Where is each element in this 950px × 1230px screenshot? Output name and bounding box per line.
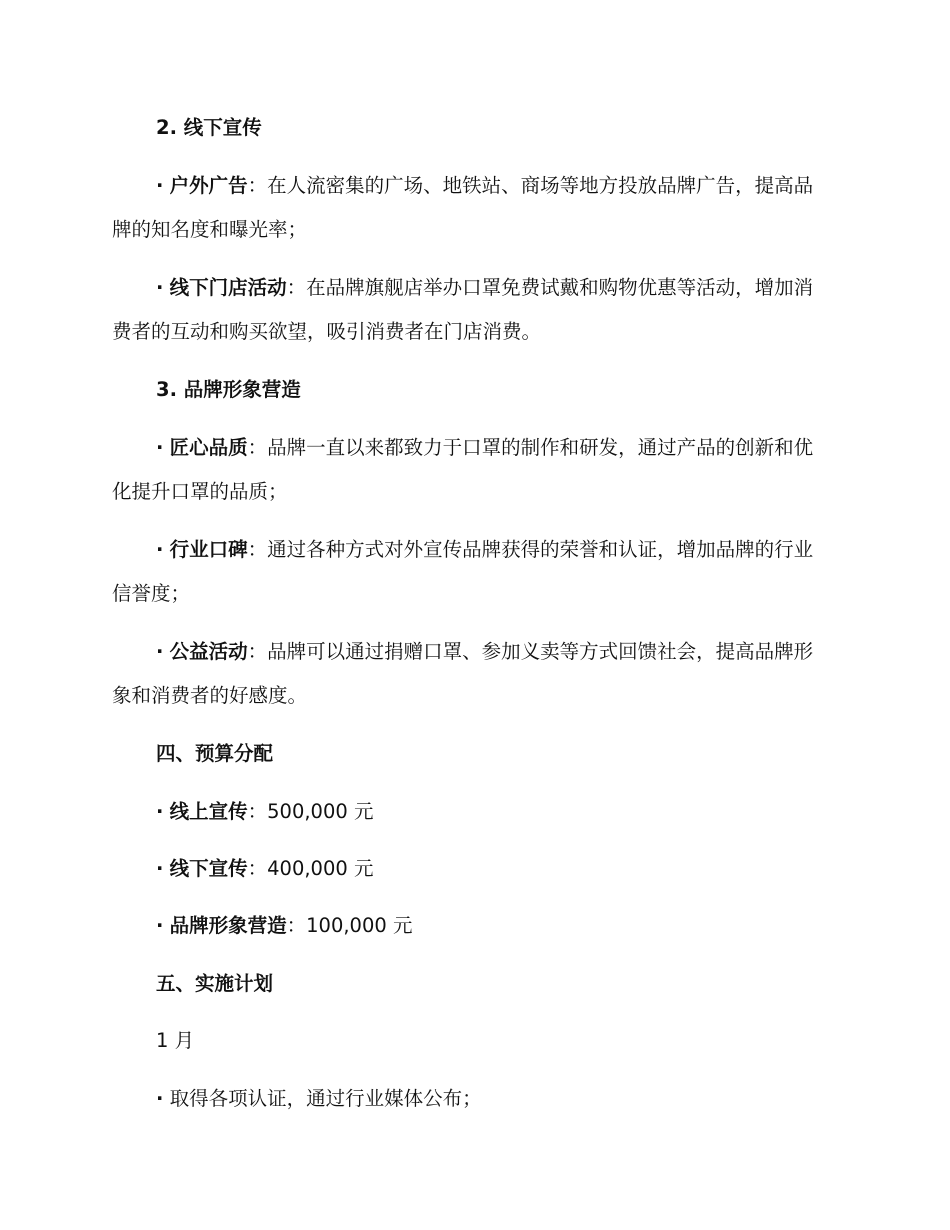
budget-item-offline xyxy=(112,847,826,891)
store-activity-text: ：在品牌旗舰店举办口罩免费试戴和购物优惠等活动，增加消费者的互动和购买欲望，吸引消费者在门店消费。 xyxy=(112,276,814,343)
paragraph-charity xyxy=(112,630,826,718)
bullet: · xyxy=(156,800,164,823)
bullet: · xyxy=(156,538,164,561)
bullet: · xyxy=(156,436,164,459)
bullet: · xyxy=(156,174,164,197)
budget-offline-value: ：400,000 元 xyxy=(247,857,374,880)
outdoor-ads-label: 户外广告 xyxy=(169,174,248,197)
industry-reputation-label: 行业口碑 xyxy=(169,538,248,561)
paragraph-outdoor-ads xyxy=(112,164,826,252)
craft-quality-label: 匠心品质 xyxy=(169,436,248,459)
budget-item-brand xyxy=(112,904,826,948)
plan-item-1-text: 取得各项认证，通过行业媒体公布； xyxy=(169,1087,482,1110)
industry-reputation-text: ：通过各种方式对外宣传品牌获得的荣誉和认证，增加品牌的行业信誉度； xyxy=(112,538,814,605)
section-heading-plan: 五、实施计划 xyxy=(156,972,274,995)
outdoor-ads-text: ：在人流密集的广场、地铁站、商场等地方投放品牌广告，提高品牌的知名度和曝光率； xyxy=(112,174,814,241)
bullet: · xyxy=(156,1087,164,1110)
budget-online-label: 线上宣传 xyxy=(169,800,248,823)
plan-month-1: 1 月 xyxy=(156,1029,195,1052)
bullet: · xyxy=(156,914,164,937)
budget-brand-value: ：100,000 元 xyxy=(286,914,413,937)
charity-label: 公益活动 xyxy=(169,640,248,663)
bullet: · xyxy=(156,857,164,880)
budget-online-value: ：500,000 元 xyxy=(247,800,374,823)
bullet: · xyxy=(156,640,164,663)
store-activity-label: 线下门店活动 xyxy=(169,276,287,299)
paragraph-craft-quality xyxy=(112,426,826,514)
charity-text: ：品牌可以通过捐赠口罩、参加义卖等方式回馈社会，提高品牌形象和消费者的好感度。 xyxy=(112,640,814,707)
paragraph-industry-reputation xyxy=(112,528,826,616)
section-heading-budget: 四、预算分配 xyxy=(156,742,274,765)
budget-brand-label: 品牌形象营造 xyxy=(169,914,287,937)
budget-item-online xyxy=(112,790,826,834)
craft-quality-text: ：品牌一直以来都致力于口罩的制作和研发，通过产品的创新和优化提升口罩的品质； xyxy=(112,436,814,503)
paragraph-store-activity xyxy=(112,266,826,354)
bullet: · xyxy=(156,276,164,299)
section-heading-offline: 2. 线下宣传 xyxy=(156,116,262,139)
budget-offline-label: 线下宣传 xyxy=(169,857,248,880)
section-heading-brand-image: 3. 品牌形象营造 xyxy=(156,378,301,401)
plan-item-1 xyxy=(112,1077,826,1121)
